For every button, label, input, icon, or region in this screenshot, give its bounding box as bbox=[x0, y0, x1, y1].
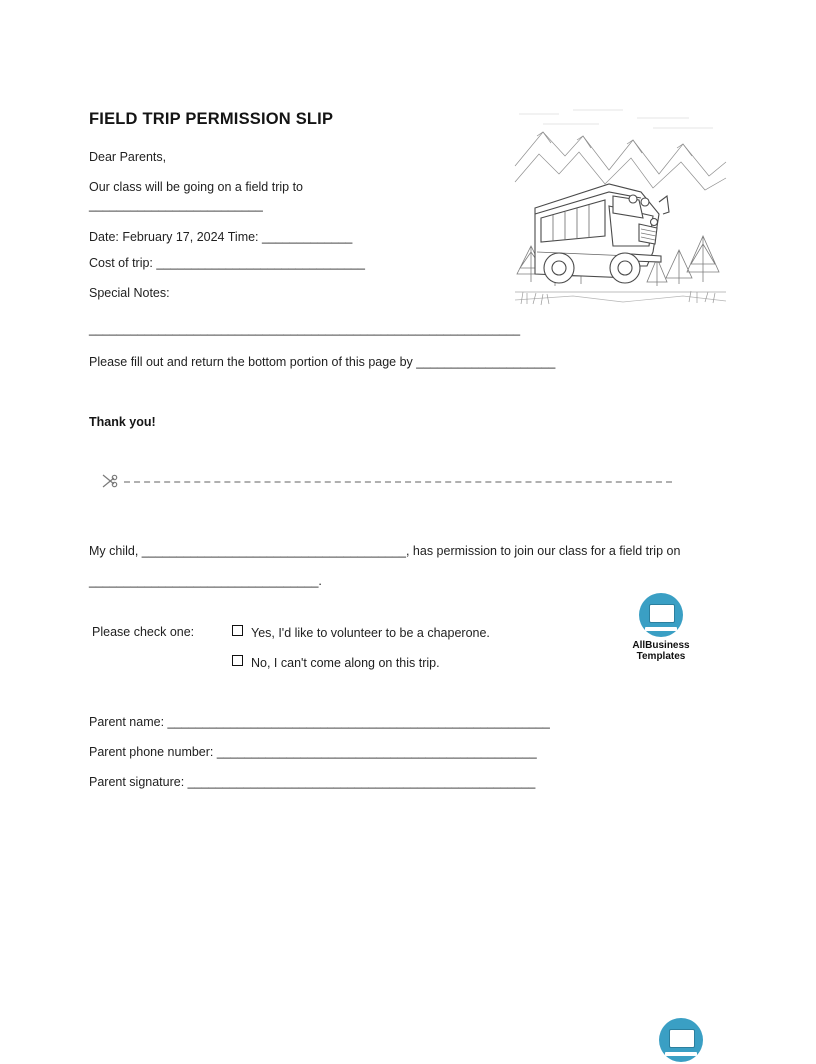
parent-name-field[interactable] bbox=[89, 715, 550, 729]
salutation-text: Dear Parents, bbox=[89, 150, 167, 164]
parent-name-blank[interactable]: _______________________________________________________ bbox=[167, 715, 550, 729]
scissors-icon bbox=[100, 472, 118, 490]
footer-logo bbox=[659, 1018, 705, 1064]
cost-line[interactable]: Cost of trip: ______________________________ bbox=[89, 256, 365, 270]
brand-line-1: AllBusiness bbox=[632, 640, 690, 651]
parent-signature-blank[interactable]: __________________________________________________ bbox=[187, 775, 536, 789]
checkbox-label: No, I can't come along on this trip. bbox=[251, 656, 440, 670]
parent-phone-blank[interactable]: ______________________________________________ bbox=[216, 745, 537, 759]
special-notes-blank[interactable]: ______________________________________________________________ bbox=[89, 322, 521, 336]
parent-phone-field[interactable] bbox=[89, 745, 537, 759]
monitor-screen-icon bbox=[669, 1029, 695, 1048]
parent-name-label: Parent name: bbox=[89, 715, 168, 729]
dashed-cut-line bbox=[124, 481, 672, 483]
brand-line-2: Templates bbox=[636, 651, 686, 662]
trip-date-blank[interactable]: _________________________________ bbox=[89, 574, 319, 588]
checkbox-label: Yes, I'd like to volunteer to be a chaperone. bbox=[251, 626, 490, 640]
return-instruction-line[interactable]: Please fill out and return the bottom portion of this page by ____________________ bbox=[89, 355, 556, 369]
parent-phone-label: Parent phone number: bbox=[89, 745, 217, 759]
permission-text-2: , has permission to join our class for a field trip on bbox=[405, 544, 681, 558]
parent-signature-field[interactable] bbox=[89, 775, 535, 789]
checkbox-option-decline[interactable] bbox=[232, 655, 440, 670]
parent-signature-label: Parent signature: bbox=[89, 775, 188, 789]
check-one-prompt: Please check one: bbox=[92, 625, 195, 639]
permission-text-3: . bbox=[318, 574, 322, 588]
child-name-blank[interactable]: ______________________________________ bbox=[141, 544, 406, 558]
intro-text: Our class will be going on a field trip to bbox=[89, 180, 303, 194]
school-bus-illustration bbox=[513, 96, 728, 318]
checkbox-icon[interactable] bbox=[232, 625, 243, 636]
monitor-base-icon bbox=[665, 1052, 697, 1056]
monitor-base-icon bbox=[645, 627, 677, 631]
allbusiness-templates-logo bbox=[620, 593, 702, 669]
destination-blank[interactable]: _________________________ bbox=[89, 198, 263, 212]
monitor-icon bbox=[659, 1018, 703, 1062]
monitor-icon bbox=[639, 593, 683, 637]
cut-here-row bbox=[100, 472, 672, 492]
special-notes-label: Special Notes: bbox=[89, 286, 170, 300]
checkbox-option-volunteer[interactable] bbox=[232, 625, 490, 640]
monitor-screen-icon bbox=[649, 604, 675, 623]
permission-text-1: My child, bbox=[89, 544, 142, 558]
permission-paragraph bbox=[89, 536, 729, 596]
checkbox-icon[interactable] bbox=[232, 655, 243, 666]
thank-you-text: Thank you! bbox=[89, 415, 156, 429]
date-time-line[interactable]: Date: February 17, 2024 Time: _____________ bbox=[89, 230, 353, 244]
page-title: FIELD TRIP PERMISSION SLIP bbox=[89, 110, 334, 128]
